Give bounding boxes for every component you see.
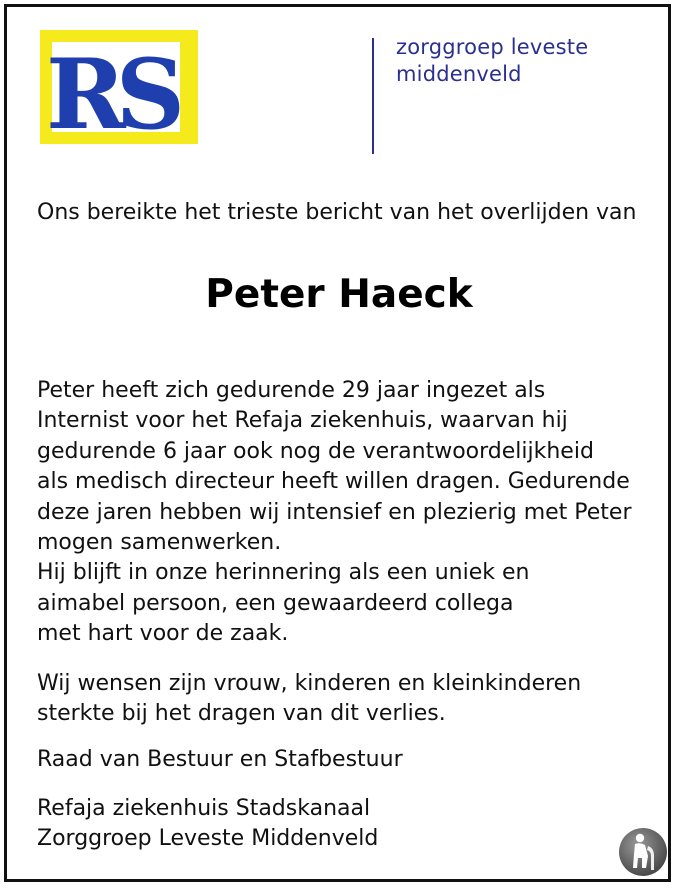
signature-line: Refaja ziekenhuis Stadskanaal — [37, 796, 371, 821]
condolence-line: Wij wensen zijn vrouw, kinderen en kleinkinderen — [37, 671, 582, 696]
logo-divider — [372, 38, 374, 154]
condolence-paragraph — [37, 669, 581, 730]
condolence-line: sterkte bij het dragen van dit verlies. — [37, 701, 446, 727]
memorial-figure-icon — [618, 826, 668, 878]
tribute-line: als medisch directeur heeft willen dragen. Gedurende — [37, 469, 630, 495]
tribute-line: aimabel persoon, een gewaardeerd collega — [37, 590, 514, 616]
rs-logo — [38, 28, 200, 146]
tribute-line: deze jaren hebben wij intensief en plezierig met Peter — [37, 499, 632, 525]
intro-text: Ons bereikte het trieste bericht van het overlijden van — [37, 200, 637, 225]
tribute-line: Internist voor het Refaja ziekenhuis, waarvan hij — [37, 408, 568, 434]
organization-signature — [37, 794, 378, 855]
organization-name — [396, 34, 588, 88]
signature-line: Zorggroep Leveste Middenveld — [37, 826, 379, 852]
svg-text:RS: RS — [46, 38, 176, 146]
org-name-line1: zorggroep leveste — [396, 35, 589, 59]
tribute-line: Hij blijft in onze herinnering als een uniek en — [37, 560, 530, 586]
tribute-line: mogen samenwerken. — [37, 530, 282, 556]
board-signature: Raad van Bestuur en Stafbestuur — [37, 747, 403, 772]
tribute-paragraph — [37, 376, 632, 650]
deceased-name: Peter Haeck — [205, 272, 473, 317]
org-name-line2: middenveld — [396, 62, 522, 86]
tribute-line: met hart voor de zaak. — [37, 621, 289, 647]
tribute-line: gedurende 6 jaar ook nog de verantwoordelijkheid — [37, 438, 594, 464]
tribute-line: Peter heeft zich gedurende 29 jaar ingezet als — [37, 378, 546, 403]
